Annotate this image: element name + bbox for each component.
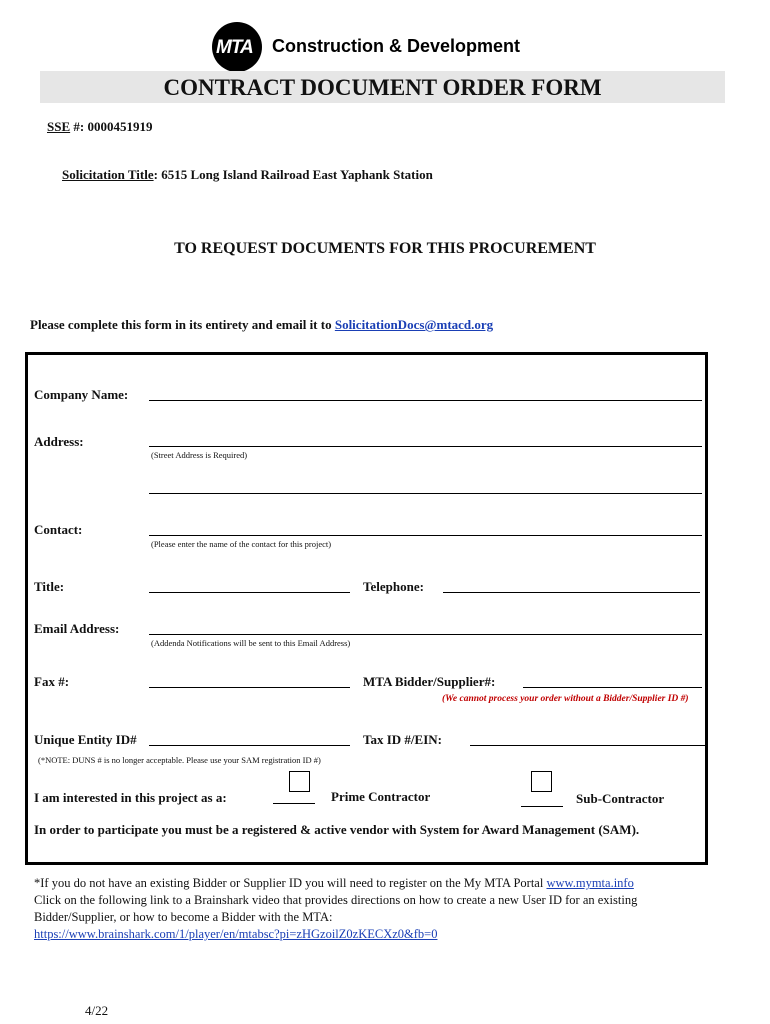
request-heading: TO REQUEST DOCUMENTS FOR THIS PROCUREMENT bbox=[174, 240, 596, 257]
fax-label: Fax #: bbox=[34, 674, 70, 689]
company-name-field[interactable] bbox=[149, 400, 702, 401]
instruction-line bbox=[30, 317, 493, 333]
mymta-portal-link[interactable]: www.mymta.info bbox=[546, 876, 634, 890]
bidder-label: MTA Bidder/Supplier#: bbox=[363, 674, 496, 689]
uei-label: Unique Entity ID# bbox=[34, 732, 137, 747]
prime-contractor-blank bbox=[273, 803, 315, 804]
bidder-note: (We cannot process your order without a Bidder/Supplier ID #) bbox=[442, 694, 689, 704]
solicitation-email-link[interactable]: SolicitationDocs@mtacd.org bbox=[334, 317, 494, 332]
email-note: (Addenda Notifications will be sent to this Email Address) bbox=[151, 638, 351, 648]
department-name: Construction & Development bbox=[272, 36, 521, 56]
email-label: Email Address: bbox=[34, 621, 120, 636]
sub-contractor-blank bbox=[521, 806, 563, 807]
title-bar bbox=[40, 71, 725, 103]
address-label: Address: bbox=[34, 434, 84, 449]
footer-line-1 bbox=[34, 875, 724, 892]
telephone-label: Telephone: bbox=[363, 579, 424, 594]
taxid-label: Tax ID #/EIN: bbox=[363, 732, 442, 747]
sse-suffix: #: bbox=[70, 119, 85, 134]
prime-contractor-label: Prime Contractor bbox=[331, 789, 431, 804]
mta-logo bbox=[212, 22, 522, 74]
bidder-supplier-field[interactable] bbox=[523, 687, 702, 688]
footer-line-2: Click on the following link to a Brainshark video that provides directions on how to create a new User ID for an existing bbox=[34, 893, 638, 907]
address-field-1[interactable] bbox=[149, 446, 702, 447]
contact-field[interactable] bbox=[149, 535, 702, 536]
contact-label: Contact: bbox=[34, 522, 83, 537]
sub-contractor-label: Sub-Contractor bbox=[576, 791, 665, 806]
sse-value: 0000451919 bbox=[84, 119, 153, 134]
form-title: CONTRACT DOCUMENT ORDER FORM bbox=[163, 75, 602, 100]
prime-contractor-checkbox[interactable] bbox=[289, 771, 310, 792]
solicitation-suffix: : bbox=[153, 167, 158, 182]
logo-text: MTA bbox=[216, 37, 253, 58]
title-label: Title: bbox=[34, 579, 65, 594]
footer-line-1-text: *If you do not have an existing Bidder or Supplier ID you will need to register on the My MTA Portal bbox=[34, 876, 547, 890]
instruction-text: Please complete this form in its entirety and email it to bbox=[30, 317, 335, 332]
sse-line bbox=[47, 119, 152, 135]
telephone-field[interactable] bbox=[443, 592, 700, 593]
company-label: Company Name: bbox=[34, 387, 129, 402]
mta-logo-icon bbox=[212, 22, 262, 72]
fax-field[interactable] bbox=[149, 687, 350, 688]
taxid-field[interactable] bbox=[470, 745, 705, 746]
uei-field[interactable] bbox=[149, 745, 350, 746]
revision-date: 4/22 bbox=[85, 1003, 109, 1018]
address-field-2[interactable] bbox=[149, 493, 702, 494]
solicitation-value: 6515 Long Island Railroad East Yaphank Station bbox=[157, 167, 433, 182]
address-note: (Street Address is Required) bbox=[151, 450, 248, 460]
sse-label: SSE bbox=[47, 119, 71, 134]
footer-line-3: Bidder/Supplier, or how to become a Bidder with the MTA: bbox=[34, 910, 333, 924]
email-field[interactable] bbox=[149, 634, 702, 635]
interest-label: I am interested in this project as a: bbox=[34, 790, 227, 805]
sub-contractor-checkbox[interactable] bbox=[531, 771, 552, 792]
contact-note: (Please enter the name of the contact for this project) bbox=[151, 539, 332, 549]
brainshark-video-link[interactable]: https://www.brainshark.com/1/player/en/mtabsc?pi=zHGzoilZ0zKECXz0&fb=0 bbox=[34, 927, 438, 941]
sam-note: In order to participate you must be a registered & active vendor with System for Award Management (SAM). bbox=[34, 822, 640, 837]
title-field[interactable] bbox=[149, 592, 350, 593]
duns-note: (*NOTE: DUNS # is no longer acceptable. Please use your SAM registration ID #) bbox=[38, 755, 321, 765]
footer-instructions bbox=[34, 875, 724, 943]
solicitation-line bbox=[62, 167, 433, 183]
solicitation-label: Solicitation Title bbox=[62, 167, 154, 182]
